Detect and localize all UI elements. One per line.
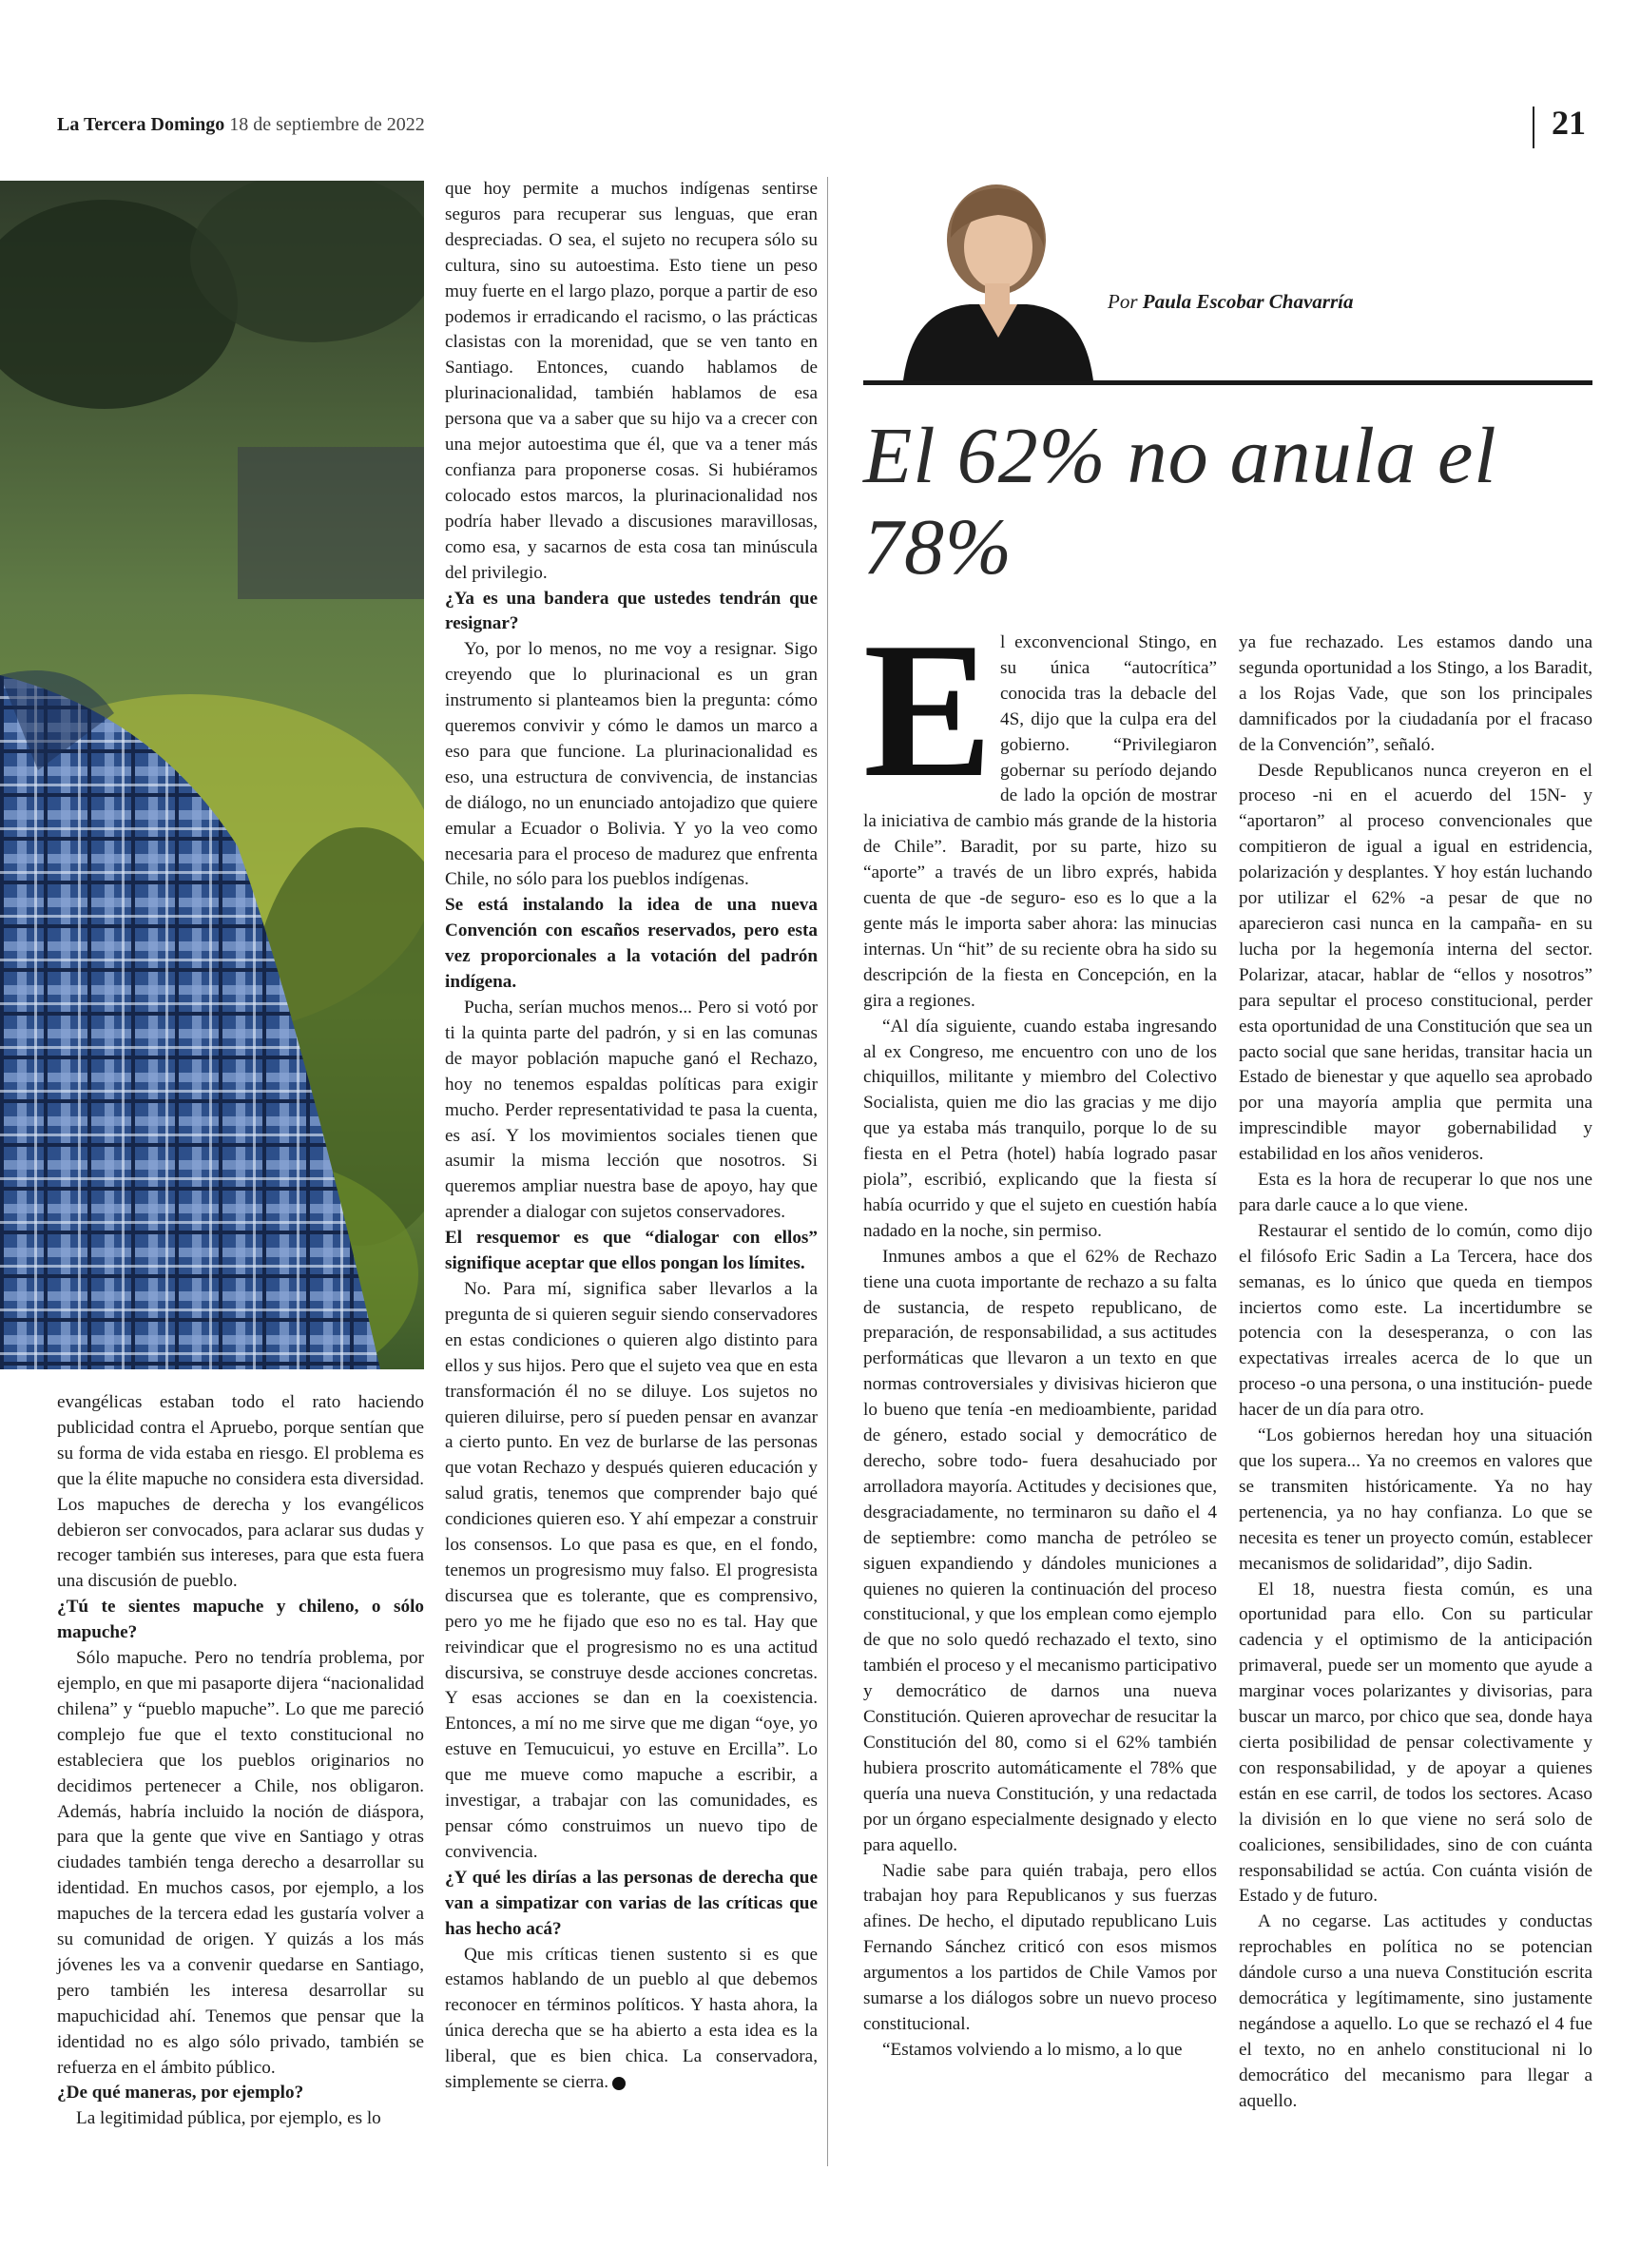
interview-question bbox=[57, 1595, 424, 1646]
paragraph-text: Restaurar el sentido de lo común, como dijo el filósofo Eric Sadin a La Tercera, hace dos semanas, es lo único que queda en tiempos inciertos como este. La incertidumbre se potencia con la desesperanza, o con las expectativas irreales acerca de lo que un proceso -o una persona, o una institución- puede hacer de un día para otro. bbox=[1239, 1220, 1592, 1421]
body-paragraph bbox=[445, 1943, 818, 2096]
paragraph-text: Inmunes ambos a que el 62% de Rechazo tiene una cuota importante de rechazo a su falta de sustancia, de respeto republicano, de preparación, de responsabilidad, a sus actitudes performáticas que llevaron a un texto en que normas controversiales y divisivas hicieron que lo bueno que tenía -en medioambiente, paridad de género, estado social y democrático de derecho, sobre todo- fuera desahuciado por arrolladora mayoría. Actitudes y decisiones que, desgraciadamente, no terminaron su daño el 4 de septiembre: como mancha de petróleo se siguen expandiendo y dándoles municiones a quienes no quieren la continuación del proceso constitucional, y que los emplean como ejemplo de que no solo quedó rechazado el texto, sino también el proceso y el mecanismo participativo y democrático de darnos una nueva Constitución. Quieren aprovechar de resucitar la Constitución del 80, como si el 62% también hubiera proscrito automáticamente el 78% que quería una nueva Constitución, y una redactada por un órgano especialmente designado y electo para aquello. bbox=[863, 1246, 1217, 1855]
body-paragraph bbox=[863, 1015, 1217, 1245]
paragraph-text: La legitimidad pública, por ejemplo, es lo bbox=[76, 2108, 381, 2129]
body-paragraph bbox=[57, 2106, 424, 2132]
body-paragraph bbox=[1239, 759, 1592, 1169]
interview-question bbox=[445, 1866, 818, 1943]
headline: El 62% no anula el 78% bbox=[863, 412, 1497, 591]
opinion-column-2 bbox=[1239, 630, 1592, 2115]
paragraph-text: ¿Tú te sientes mapuche y chileno, o sólo mapuche? bbox=[57, 1597, 424, 1643]
paragraph-text: Que mis críticas tienen sustento si es que estamos hablando de un pueblo al que debemos reconocer en términos políticos. Y hasta ahora, la única derecha que se ha abierto a esta idea es la liberal, que es bien chica. La conservadora, simplemente se cierra. bbox=[445, 1944, 818, 2093]
body-paragraph bbox=[1239, 630, 1592, 759]
paragraph-text: No. Para mí, significa saber llevarlos a la pregunta de si quieren seguir siendo conservadores en estas condiciones o quieren algo distinto para ellos y sus hijos. Pero que el sujeto vea que en esta transformación él no se diluye. Los sujetos no quieren diluirse, pero sí pueden pensar en avanzar a cierto punto. En vez de burlarse de las personas que votan Rechazo y después quieren educación y salud gratis, tenemos que comprender bajo qué condiciones quieren eso. Y ahí empezar a construir los consensos. Lo que pasa es que, en el fondo, tenemos un progresismo muy falso. El progresista discursea que es tolerante, que es comprensivo, pero yo me he fijado que eso no es tal. Hay que reivindicar que el progresismo no es una actitud discursiva, se construye desde acciones concretas. Y esas acciones se dan en la coexistencia. Entonces, a mí no me sirve que me digan “oye, yo estuve en Temucuicui, yo estuve en Ercilla”. Lo que me mueve como mapuche a escribir, a investigar, a trabajar con las comunidades, es pensar cómo construimos un nuevo tipo de convivencia. bbox=[445, 1278, 818, 1862]
paragraph-text: ¿Ya es una bandera que ustedes tendrán que resignar? bbox=[445, 588, 818, 634]
body-paragraph bbox=[1239, 1168, 1592, 1219]
publication-date: 18 de septiembre de 2022 bbox=[229, 114, 425, 135]
column-divider bbox=[827, 177, 828, 2166]
paragraph-text: El 18, nuestra fiesta común, es una oportunidad para ello. Con su particular cadencia y el optimismo de la anticipación primaveral, puede ser un momento que ayude a marginar voces polarizantes y divisorias, para buscar un marco, por chico que sea, donde haya cierta posibilidad de pensar colectivamente y con responsabilidad, y de apoyar a quienes están en ese carril, de todos los sectores. Acaso la división en lo que viene no será solo de coaliciones, sensibilidades, sino de con cuánta responsabilidad se actúa. Con cuánta visión de Estado y de futuro. bbox=[1239, 1579, 1592, 1907]
interview-column-2 bbox=[445, 177, 818, 2096]
drop-cap: E bbox=[863, 603, 994, 818]
interview-column-1 bbox=[57, 1390, 424, 2132]
end-of-article-icon bbox=[612, 2077, 626, 2090]
interviewee-photo bbox=[0, 181, 424, 1369]
body-paragraph bbox=[445, 177, 818, 587]
paragraph-text: Se está instalando la idea de una nueva Convención con escaños reservados, pero esta vez proporcionales a la votación del padrón indígena. bbox=[445, 895, 818, 993]
paragraph-text: ¿Y qué les dirías a las personas de derecha que van a simpatizar con varias de las críticas que has hecho acá? bbox=[445, 1867, 818, 1939]
author-name: Paula Escobar Chavarría bbox=[1142, 290, 1354, 313]
paragraph-text: ya fue rechazado. Les estamos dando una segunda oportunidad a los Stingo, a los Baradit, a los Rojas Vade, que son los principales damnificados por la ciudadanía por el fracaso de la Convención”, señaló. bbox=[1239, 632, 1592, 755]
body-paragraph bbox=[1239, 1219, 1592, 1424]
paragraph-text: Pucha, serían muchos menos... Pero si votó por ti la quinta parte del padrón, y si en las comunas de mayor población mapuche ganó el Rechazo, hoy no tenemos espaldas políticas para exigir mucho. Perder representatividad te pasa la cuenta, es así. Y los movimientos sociales tienen que asumir la misma lección que nosotros. Si queremos ampliar nuestra base de apoyo, hay que aprender a dialogar con sujetos conservadores. bbox=[445, 998, 818, 1223]
interview-question bbox=[445, 893, 818, 996]
body-paragraph bbox=[57, 1390, 424, 1595]
paragraph-text: A no cegarse. Las actitudes y conductas reprochables en política no se potencian dándole curso a una nueva Constitución escrita democrática y legítimamente, sino justamente negándose a aquello. Lo que se rechazó el 4 fue el texto, no en anhelo constitucional ni lo democrático del mecanismo para llegar a aquello. bbox=[1239, 1911, 1592, 2111]
body-paragraph bbox=[445, 1277, 818, 1866]
byline-prefix: Por bbox=[1108, 290, 1138, 313]
paragraph-text: Yo, por lo menos, no me voy a resignar. Sigo creyendo que lo plurinacional es un gran instrumento si planteamos bien la pregunta: cómo queremos convivir y cómo le damos un marco a eso para que funcione. La plurinacionalidad es eso, una estructura de convivencia, de instancias de diálogo, no un enunciado antojadizo que quiere emular a Ecuador o Bolivia. Y yo la veo como necesaria para el proceso de madurez que enfrenta Chile, no sólo para los pueblos indígenas. bbox=[445, 639, 818, 890]
body-paragraph bbox=[445, 996, 818, 1226]
header-divider bbox=[1533, 107, 1534, 148]
body-paragraph bbox=[1239, 1909, 1592, 2114]
interview-question bbox=[445, 587, 818, 638]
paragraph-text: Esta es la hora de recuperar lo que nos une para darle cauce a lo que viene. bbox=[1239, 1170, 1592, 1215]
paragraph-text: evangélicas estaban todo el rato haciendo publicidad contra el Apruebo, porque sentían que su forma de vida estaba en riesgo. El problema es que la élite mapuche no considera esta diversidad. Los mapuches de derecha y los evangélicos debieron ser convocados, para aclarar sus dudas y recoger también sus intereses, para que esta fuera una discusión de pueblo. bbox=[57, 1392, 424, 1592]
body-paragraph bbox=[863, 2038, 1217, 2064]
interview-question bbox=[445, 1226, 818, 1277]
paragraph-text: Nadie sabe para quién trabaja, pero ellos trabajan hoy para Republicanos y sus fuerzas afines. De hecho, el diputado republicano Luis Fernando Sánchez criticó con esos mismos argumentos a los partidos de Chile Vamos por sumarse a los diálogos sobre un nuevo proceso constitucional. bbox=[863, 1860, 1217, 2034]
paragraph-text: que hoy permite a muchos indígenas sentirse seguros para recuperar sus lenguas, que eran despreciadas. O sea, el sujeto no recupera sólo su cultura, sino su autoestima. Esto tiene un peso muy fuerte en el largo plazo, porque a partir de eso podemos ir erradicando el racismo, o las prácticas clasistas con la morenidad, que se ven tanto en Santiago. Entonces, cuando hablamos de plurinacionalidad, también hablamos de esa persona que va a saber que su hijo va a crecer con una mejor autoestima que él, que va a tener más confianza para proponerse cosas. Si hubiéramos colocado estos marcos, la plurinacionalidad nos podría haber llevado a discusiones maravillosas, como esa, y sacarnos de esta cosa tan minúscula del privilegio. bbox=[445, 179, 818, 583]
paragraph-text: El resquemor es que “dialogar con ellos” signifique aceptar que ellos pongan los límites. bbox=[445, 1228, 818, 1274]
interview-question bbox=[57, 2081, 424, 2106]
body-paragraph bbox=[445, 637, 818, 893]
author-photo bbox=[884, 181, 1103, 380]
paragraph-text: “Estamos volviendo a lo mismo, a lo que bbox=[882, 2039, 1183, 2060]
paragraph-text: “Al día siguiente, cuando estaba ingresando al ex Congreso, me encuentro con uno de los chiquillos, militante y miembro del Colectivo Socialista, quien me dio las gracias y me dijo que ya estaba más tranquilo, porque lo de su fiesta en el Petra (hotel) había logrado pasar piola”, escribió, explicando que la fiesta sí había ocurrido y que el sujeto en cuestión había nadado en la noche, sin permiso. bbox=[863, 1016, 1217, 1241]
body-paragraph bbox=[1239, 1424, 1592, 1577]
opinion-column-1 bbox=[863, 603, 1217, 2064]
header-publication-line bbox=[57, 114, 425, 136]
paragraph-text: ¿De qué maneras, por ejemplo? bbox=[57, 2083, 304, 2103]
byline bbox=[1108, 290, 1353, 314]
paragraph-text: l exconvencional Stingo, en su única “autocrítica” conocida tras la debacle del 4S, dijo que la culpa era del gobierno. “Privilegiaron gobernar su período dejando de lado la opción de mostrar la iniciativa de cambio más grande de la historia de Chile”. Baradit, por su parte, hizo su “aporte” a través de un libro exprés, habida cuenta de que -de seguro- eso es lo que a la gente más le importa saber ahora: las minucias internas. Un “hit” de su reciente obra ha sido su descripción de la fiesta en Concepción, en la gira a regiones. bbox=[863, 632, 1217, 1011]
body-paragraph bbox=[863, 1859, 1217, 2038]
body-paragraph bbox=[1239, 1578, 1592, 1910]
body-paragraph bbox=[863, 1245, 1217, 1859]
headline-rule bbox=[863, 380, 1592, 385]
page-number: 21 bbox=[1552, 104, 1586, 142]
paragraph-text: “Los gobiernos heredan hoy una situación que los supera... Ya no creemos en valores que se transmiten históricamente. Ya no hay pertenencia, ya no hay confianza. Lo que se necesita es tener un proyecto común, establecer mecanismos de solidaridad”, dijo Sadin. bbox=[1239, 1425, 1592, 1574]
paragraph-text: Desde Republicanos nunca creyeron en el proceso -ni en el acuerdo del 15N- y “aportaron” al proceso convencionales que compitieron de igual a igual en estridencia, polarización y desplantes. Y hoy están luchando por utilizar el 62% -a pesar de que no aparecieron casi nunca en la campaña- en su lucha por la hegemonía interna del sector. Polarizar, atacar, hablar de “ellos y nosotros” para sepultar el proceso constitucional, perder esta oportunidad de una Constitución que sea un pacto social que sane heridas, transitar hacia un Estado de bienestar y que aquello sea aprobado por una mayoría amplia que permita una imprescindible mayor gobernabilidad y estabilidad en los años venideros. bbox=[1239, 760, 1592, 1165]
body-paragraph bbox=[863, 603, 1217, 1015]
body-paragraph bbox=[57, 1646, 424, 2081]
publication-name: La Tercera Domingo bbox=[57, 114, 225, 135]
paragraph-text: Sólo mapuche. Pero no tendría problema, por ejemplo, en que mi pasaporte dijera “nacionalidad chilena” y “pueblo mapuche”. Lo que me pareció complejo fue que el texto constitucional no estableciera que los pueblos originarios no decidimos pertenecer a Chile, nos obligaron. Además, habría incluido la noción de diáspora, para que la gente que vive en Santiago y otras ciudades también tenga derecho a desarrollar su identidad. En muchos casos, por ejemplo, a los mapuches de la tercera edad les gustaría volver a su comunidad de origen. Y quizás a los más jóvenes les va a convenir quedarse en Santiago, pero también les interesa desarrollar su mapuchicidad ahí. Tenemos que pensar que la identidad no es algo sólo privado, también se refuerza en el ámbito público. bbox=[57, 1648, 424, 2078]
